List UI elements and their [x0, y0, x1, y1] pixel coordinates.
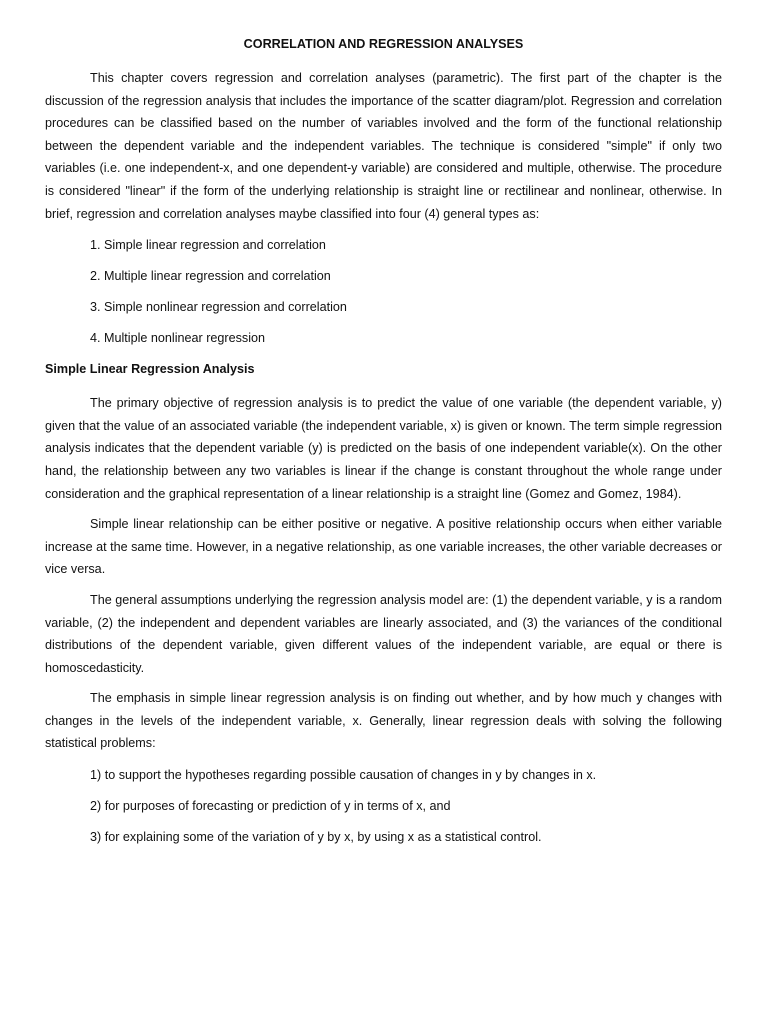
body-paragraph: The emphasis in simple linear regression analysis is on finding out whether, and by how much y changes with changes in the levels of the independent variable, x. Generally, linear regression deals with solving the following statistical problems: [45, 691, 722, 751]
list-item: 1. Simple linear regression and correlation [90, 238, 326, 253]
body-paragraph: Simple linear relationship can be either positive or negative. A positive relationship occurs when either variable increase at the same time. However, in a negative relationship, as one variable increases, the other variable decreases or vice versa. [45, 517, 722, 577]
intro-paragraph: This chapter covers regression and correlation analyses (parametric). The first part of the chapter is the discussion of the regression analysis that includes the importance of the scatter diagram/plot. Regression and correlation procedures can be classified based on the number of variables involved and the form of the functional relationship between the dependent variable and the independent variables. The technique is considered "simple" if only two variables (i.e. one independent-x, and one dependent-y variable) are considered and multiple, otherwise. The procedure is considered "linear" if the form of the underlying relationship is straight line or rectilinear and nonlinear, otherwise. In brief, regression and correlation analyses maybe classified into four (4) general types as: [45, 71, 722, 221]
list-item: 1) to support the hypotheses regarding possible causation of changes in y by changes in x. [90, 768, 597, 783]
body-paragraph: The general assumptions underlying the regression analysis model are: (1) the dependent variable, y is a random variable, (2) the independent and dependent variables are linearly associated, and (3) the variances of the conditional distributions of the dependent variable, given different values of the independent variable, are equal or there is homoscedasticity. [45, 592, 722, 675]
body-paragraph: The primary objective of regression analysis is to predict the value of one variable (the dependent variable, y) given that the value of an associated variable (the independent variable, x) is given or known. The term simple regression analysis indicates that the dependent variable (y) is predicted on the basis of one independent variable(x). On the other hand, the relationship between any two variables is linear if the change is constant throughout the whole range under consideration and the graphical representation of a linear relationship is a straight line (Gomez and Gomez, 1984). [45, 396, 722, 501]
section-heading: Simple Linear Regression Analysis [45, 362, 255, 377]
list-item: 3) for explaining some of the variation of y by x, by using x as a statistical control. [90, 830, 542, 845]
regression-types-list [45, 237, 722, 347]
document-page [45, 36, 722, 860]
list-item: 2) for purposes of forecasting or prediction of y in terms of x, and [90, 799, 451, 814]
statistical-problems-list [45, 767, 722, 846]
list-item: 2. Multiple linear regression and correlation [90, 269, 331, 284]
list-item: 4. Multiple nonlinear regression [90, 331, 266, 346]
document-title: CORRELATION AND REGRESSION ANALYSES [243, 37, 524, 51]
list-item: 3. Simple nonlinear regression and correlation [90, 300, 347, 315]
